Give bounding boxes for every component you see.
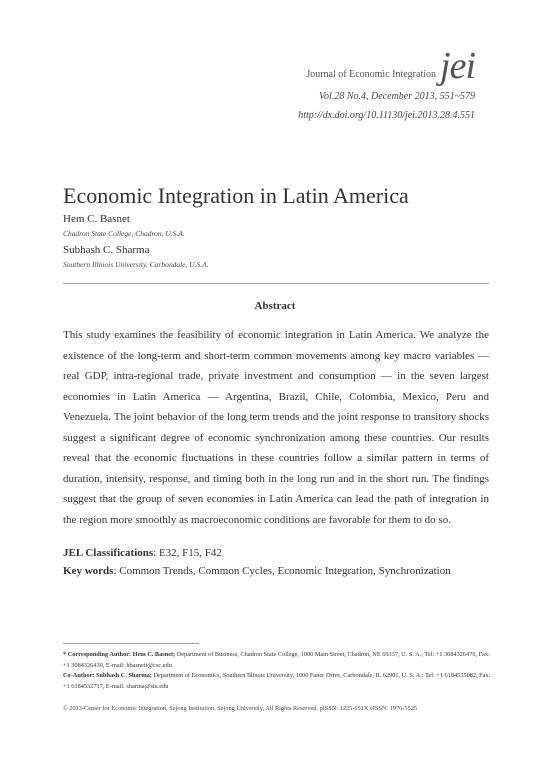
abstract-text: This study examines the feasibility of economic integration in Latin America. We analyze the existence of the long-term and short-term common movements among key macro variables — real GDP, intra-regional trade, private investment and consumption — in the seven largest economies in Latin America — Argentina, Brazil, Chile, Colombia, Mexico, Peru and Venezuela. The joint behavior of the long term trends and the joint response to transitory shocks suggest a significant degree of economic synchronization among these countries. Our results reveal that the economic fluctuations in these countries follow a similar pattern in terms of duration, intensity, response, and timing both in the long run and in the short run. The findings suggest that the group of seven economies in Latin America can lead the path of integration in the region more smoothly as macroeconomic conditions are favorable for them to do so. — [63, 329, 489, 526]
journal-name: Journal of Economic Integration — [306, 69, 437, 80]
footnote-coauthor — [63, 671, 493, 692]
keywords-label: Key words — [63, 565, 114, 577]
author-affiliation-2: Southern Illinois University, Carbondale, U.S.A. — [63, 260, 209, 269]
copyright-line: © 2013-Center for Economic Integration, Sejong Institution, Sejong University, All Rights Reserved. pISSN: 1225-651X eISSN: 1976-5525 — [63, 705, 417, 712]
footnote-corresponding — [63, 650, 493, 671]
journal-logo: jei — [440, 45, 475, 87]
abstract-heading: Abstract — [254, 300, 296, 312]
header-divider — [63, 283, 489, 284]
footnote-coauthor-label: Co-Author: Subhash C. Sharma; — [63, 672, 152, 679]
author-affiliation-1: Chadron State College, Chadron, U.S.A. — [63, 229, 185, 238]
volume-line: Vol.28 No.4, December 2013, 551~579 — [319, 91, 475, 102]
author-name-1: Hem C. Basnet — [63, 213, 130, 225]
footnotes — [63, 650, 493, 692]
footnote-corresponding-label: * Corresponding Author: Hem C. Basnet; — [63, 651, 176, 658]
journal-header — [298, 45, 475, 122]
jel-value: : E32, F15, F42 — [153, 547, 222, 559]
footnote-divider — [63, 643, 199, 644]
jel-classifications — [63, 547, 222, 559]
footnote-coauthor-text: Department of Economics, Southern Illinois University, 1000 Faner Drive, Carbondale, IL 62901, U. S. A.; Tel: +1 6184535082, Fax: +1 6184532717, E-mail: sharma@siu.edu — [63, 672, 491, 690]
jel-label: JEL Classifications — [63, 547, 154, 559]
paper-title: Economic Integration in Latin America — [63, 183, 409, 208]
keywords-value: : Common Trends, Common Cycles, Economic Integration, Synchronization — [113, 565, 451, 577]
doi-link[interactable]: http://dx.doi.org/10.11130/jei.2013.28.4.551 — [298, 110, 475, 121]
footnote-corresponding-text: Department of Business, Chadron State College, 1000 Main Street, Chadron, NE 69337, U. S. A.; Tel: +1 3084326476, Fax: +1 3084326430, E-mail: hbasnett@csc.edu — [63, 651, 490, 669]
author-name-2: Subhash C. Sharma — [63, 244, 150, 256]
journal-name-row — [298, 45, 475, 87]
keywords — [63, 565, 451, 577]
